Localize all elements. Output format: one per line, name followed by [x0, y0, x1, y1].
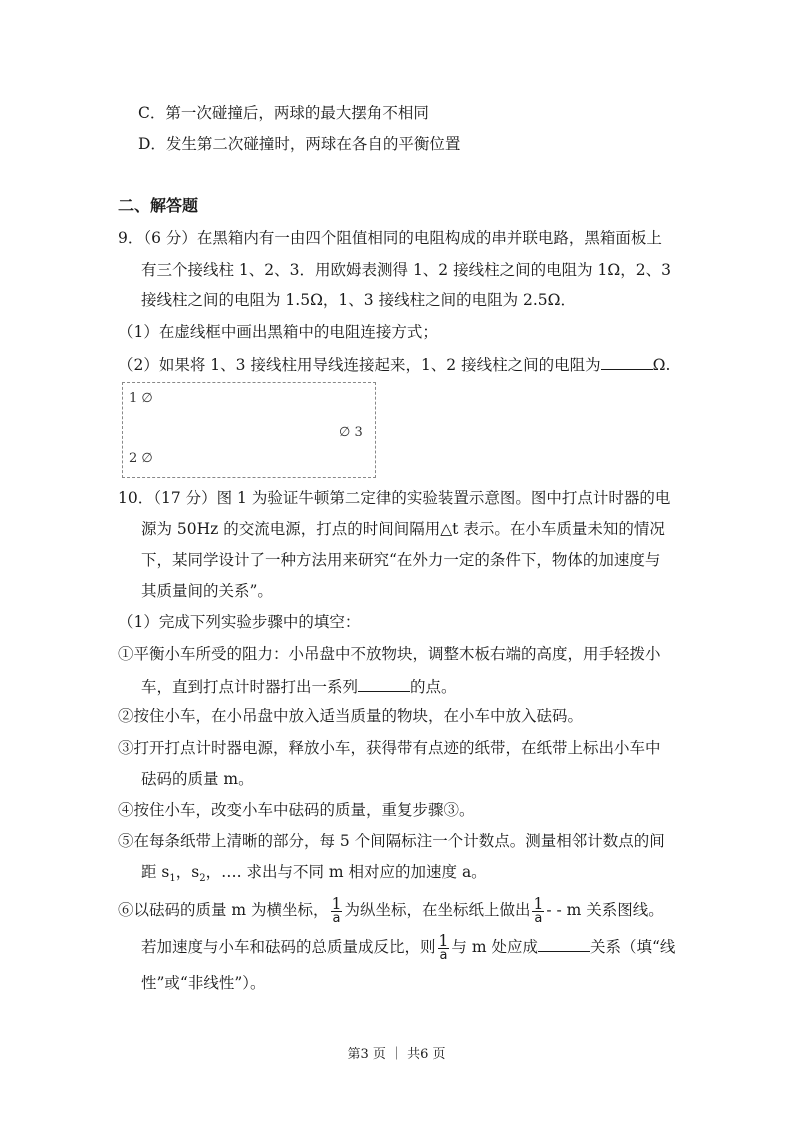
step3-line2: 砝码的质量 m。 [141, 770, 254, 788]
q10-line3: 下，某同学设计了一种方法用来研究“在外力一定的条件下，物体的加速度与 [141, 551, 661, 569]
frac-num: 1 [331, 894, 342, 913]
subscript: 1 [169, 873, 176, 885]
step4: ④按住小车，改变小车中砝码的质量，重复步骤③。 [118, 801, 475, 819]
answer-blank[interactable] [601, 353, 653, 370]
q9-line1: 9．（6 分）在黑箱内有一由四个阻值相同的电阻构成的串并联电路，黑箱面板上 [118, 229, 662, 247]
step1-line2 [141, 675, 457, 697]
section-heading: 二、解答题 [118, 196, 199, 215]
q9-sub2-unit: Ω. [652, 356, 671, 374]
step6-line3: 性”或“非线性”）。 [141, 974, 266, 992]
step6-text: 关系（填“线 [589, 938, 676, 956]
fraction-1-over-a [532, 894, 544, 926]
q10-line1: 10．（17 分）图 1 为验证牛顿第二定律的实验装置示意图。图中打点计时器的电 [118, 489, 671, 507]
q10-sub1: （1）完成下列实验步骤中的填空： [118, 613, 361, 631]
terminal-2: 2 ∅ [129, 451, 153, 466]
answer-blank[interactable] [538, 935, 590, 952]
step5-text: ，s [175, 863, 200, 881]
frac-den: a [534, 910, 543, 926]
fraction-1-over-a [331, 894, 343, 926]
q9-line3: 接线柱之间的电阻为 1.5Ω，1、3 接线柱之间的电阻为 2.5Ω． [141, 291, 577, 309]
frac-num: 1 [438, 931, 449, 950]
step5-text: ，…. 求出与不同 m 相对应的加速度 a。 [205, 863, 487, 881]
q9-sub2 [118, 353, 670, 375]
step6-text: ⑥以砝码的质量 m 为横坐标， [118, 901, 329, 919]
step3-line1: ③打开打点计时器电源，释放小车，获得带有点迹的纸带，在纸带上标出小车中 [118, 739, 661, 757]
step2: ②按住小车，在小吊盘中放入适当质量的物块，在小车中放入砝码。 [118, 707, 584, 725]
q9-sub2-text: （2）如果将 1、3 接线柱用导线连接起来，1、2 接线柱之间的电阻为 [118, 356, 601, 374]
q10-line2: 源为 50Hz 的交流电源，打点的时间间隔用△t 表示。在小车质量未知的情况 [141, 520, 665, 538]
q9-sub1: （1）在虚线框中画出黑箱中的电阻连接方式； [118, 323, 438, 341]
q9-line2: 有三个接线柱 1、2、3．用欧姆表测得 1、2 接线柱之间的电阻为 1Ω，2、3 [141, 261, 671, 279]
option-d: D．发生第二次碰撞时，两球在各自的平衡位置 [138, 135, 461, 153]
terminal-1: 1 ∅ [129, 391, 153, 406]
frac-den: a [332, 910, 341, 926]
step5-line2 [141, 862, 487, 889]
step6-text: 与 m 处应成 [451, 938, 538, 956]
step1-line1: ①平衡小车所受的阻力：小吊盘中不放物块，调整木板右端的高度，用手轻拨小 [118, 645, 661, 663]
frac-den: a [439, 947, 448, 963]
frac-num: 1 [533, 894, 544, 913]
step6-line2 [141, 929, 675, 965]
step1-tail: 的点。 [410, 678, 457, 696]
fraction-1-over-a [438, 931, 450, 963]
subscript: 2 [199, 873, 206, 885]
step6-text: 为纵坐标，在坐标纸上做出 [344, 901, 531, 919]
terminal-3: ∅ 3 [339, 425, 363, 440]
option-c: C．第一次碰撞后，两球的最大摆角不相同 [138, 104, 429, 122]
step6-line1 [118, 892, 664, 928]
step5-text: 距 s [141, 863, 170, 881]
step5-line1: ⑤在每条纸带上清晰的部分，每 5 个间隔标注一个计数点。测量相邻计数点的间 [118, 832, 665, 850]
page-footer: 第3 页 ｜ 共6 页 [347, 1047, 446, 1062]
step6-text: - - m 关系图线。 [546, 901, 664, 919]
q10-line4: 其质量间的关系”。 [141, 582, 273, 600]
step6-text: 若加速度与小车和砝码的总质量成反比，则 [141, 938, 436, 956]
step1-text: 车，直到打点计时器打出一系列 [141, 678, 359, 696]
answer-blank[interactable] [358, 675, 410, 692]
black-box-diagram[interactable] [122, 382, 376, 478]
